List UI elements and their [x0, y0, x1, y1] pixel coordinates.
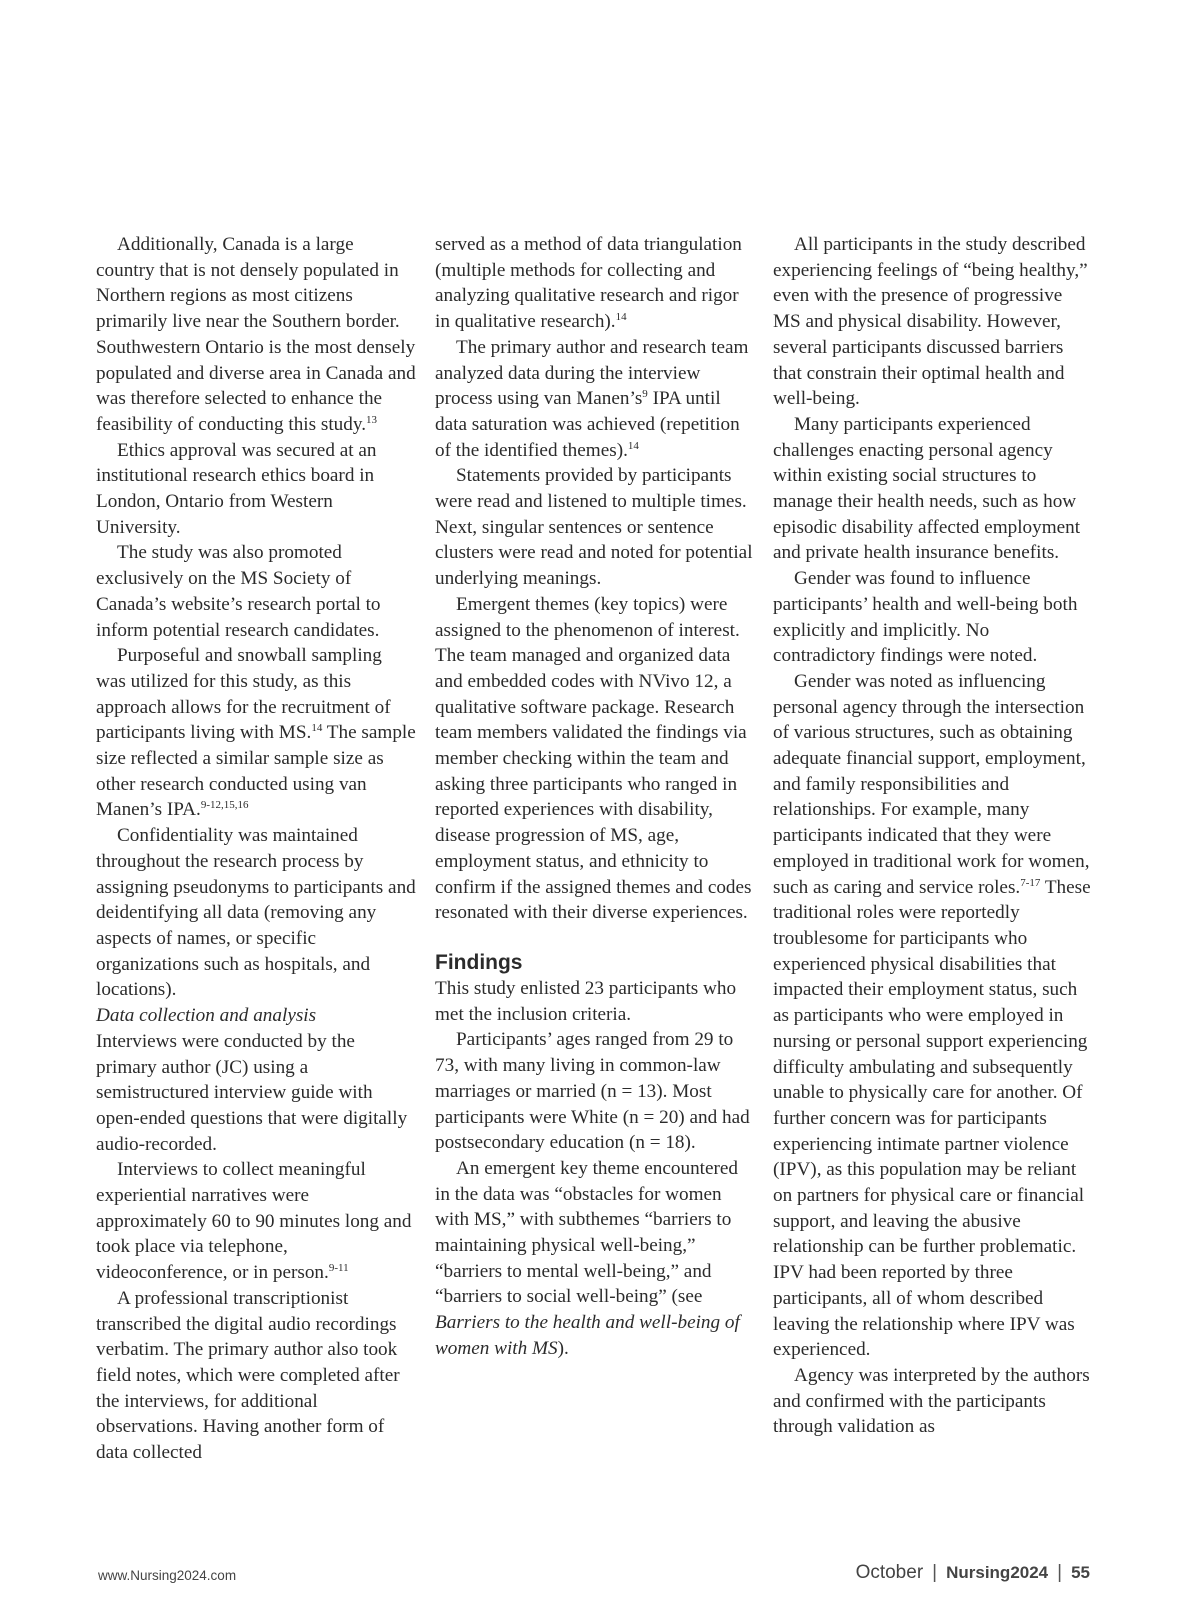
citation-ref: 9 — [642, 388, 648, 401]
issue-month: October — [855, 1562, 924, 1583]
sidebar-reference: Barriers to the health and well-being of women with MS — [435, 1312, 740, 1359]
paragraph: Statements provided by participants were read and listened to multiple times. Next, singular sentences or sentence clusters were read and noted for potential underlying meanings. — [435, 465, 753, 590]
paragraph: This study enlisted 23 participants who met the inclusion criteria. — [435, 977, 737, 1025]
paragraph: Many participants experienced challenges enacting personal agency within existing social structures to manage their health needs, such as how episodic disability affected employment and private health insurance benefits. — [773, 413, 1081, 564]
paragraph: Interviews were conducted by the primary author (JC) using a semistructured interview guide with open-ended questions that were digitally audio-recorded. — [96, 1030, 408, 1155]
footer-url[interactable]: www.Nursing2024.com — [98, 1568, 237, 1583]
page-footer — [856, 1562, 1090, 1584]
paragraph: Gender was noted as influencing personal agency through the intersection of various structures, such as obtaining adequate financial support, employment, and family responsibilities and relationships. For example, many participants indicated that they were employed in traditional work for women, such as caring and service roles.$^{7-17}$ These traditional roles were reportedly troublesome for participants who experienced physical disabilities that impacted their employment status, such as participants who were employed in nursing or personal support experiencing difficulty ambulating and subsequently unable to physically care for another. Of further concern was for participants experiencing intimate partner violence (IPV), as this population may be reliant on partners for physical care or financial support, and leaving the abusive relationship can be further problematic. IPV had been reported by three participants, all of whom described leaving the relationship where IPV was experienced. — [773, 670, 1091, 1361]
citation-ref: 9-12,15,16 — [200, 799, 249, 812]
footer-separator: | — [1057, 1562, 1063, 1583]
footer-separator: | — [932, 1562, 938, 1583]
page-number: 55 — [1071, 1563, 1090, 1582]
citation-ref: 9-11 — [328, 1262, 349, 1275]
paragraph: served as a method of data triangulation (multiple methods for collecting and analyzing qualitative research and rigor in qualitative research).$^{14}$ — [435, 234, 742, 333]
citation-ref: 14 — [627, 439, 639, 452]
paragraph: Ethics approval was secured at an institutional research ethics board in London, Ontario from Western University. — [96, 439, 377, 538]
paragraph: Emergent themes (key topics) were assigned to the phenomenon of interest. The team managed and organized data and embedded codes with NVivo 12, a qualitative software package. Research team members validated the findings via member checking within the team and asking three participants who ranged in reported experiences with disability, disease progression of MS, age, employment status, and ethnicity to confirm if the assigned themes and codes resonated with their diverse experiences. — [435, 593, 752, 924]
journal-name: Nursing2024 — [946, 1563, 1049, 1582]
citation-ref: 14 — [615, 311, 627, 324]
paragraph: Interviews to collect meaningful experiential narratives were approximately 60 to 90 minutes long and took place via telephone, videoconference, or in person.$^{9-11}$ — [96, 1159, 412, 1284]
paragraph: All participants in the study described experiencing feelings of “being healthy,” even with the presence of progressive MS and physical disability. However, several participants discussed barriers that constrain their optimal health and well-being. — [773, 234, 1088, 410]
column-3 — [773, 232, 1093, 1440]
column-1 — [96, 232, 416, 1466]
column-2 — [435, 232, 755, 1362]
paragraph: An emergent key theme encountered in the data was “obstacles for women with MS,” with subthemes “barriers to maintaining physical well-being,” “barriers to mental well-being,” and “barriers to social well-being” (see Barriers to the health and well-being of women with MS). — [435, 1157, 740, 1359]
paragraph: Participants’ ages ranged from 29 to 73, with many living in common-law marriages or married (n = 13). Most participants were White (n = 20) and had postsecondary education (n = 18). — [435, 1029, 750, 1154]
paragraph: Gender was found to influence participants’ health and well-being both explicitly and implicitly. No contradictory findings were noted. — [773, 568, 1078, 667]
paragraph: Confidentiality was maintained throughout the research process by assigning pseudonyms to participants and deidentifying all data (removing any aspects of names, or specific organizations such as hospitals, and locations). — [96, 825, 416, 1001]
citation-ref: 13 — [366, 413, 378, 426]
section-subheading: Data collection and analysis — [96, 1005, 317, 1027]
paragraph: Additionally, Canada is a large country that is not densely populated in Northern regions as most citizens primarily live near the Southern border. Southwestern Ontario is the most densely populated and diverse area in Canada and was therefore selected to enhance the feasibility of conducting this study.$^{13}$ — [96, 234, 416, 435]
section-heading-findings: Findings — [435, 950, 523, 974]
paragraph: Agency was interpreted by the authors and confirmed with the participants through validation as — [773, 1364, 1090, 1438]
paragraph: Purposeful and snowball sampling was utilized for this study, as this approach allows for the recruitment of participants living with MS.$^{14}$ The sample size reflected a similar sample size as other research conducted using van Manen’s IPA.$^{9-12,15,16}$ — [96, 645, 416, 821]
paragraph: The primary author and research team analyzed data during the interview process using van $Manen’s^9$ IPA until data saturation was achieved (repetition of the identified themes).$^{14}$ — [435, 336, 749, 461]
paragraph: The study was also promoted exclusively on the MS Society of Canada’s website’s research portal to inform potential research candidates. — [96, 542, 381, 641]
citation-ref: 7-17 — [1020, 876, 1041, 889]
citation-ref: 14 — [311, 722, 323, 735]
paragraph: A professional transcriptionist transcribed the digital audio recordings verbatim. The primary author also took field notes, which were completed after the interviews, for additional observations. Having another form of data collected — [96, 1287, 400, 1464]
